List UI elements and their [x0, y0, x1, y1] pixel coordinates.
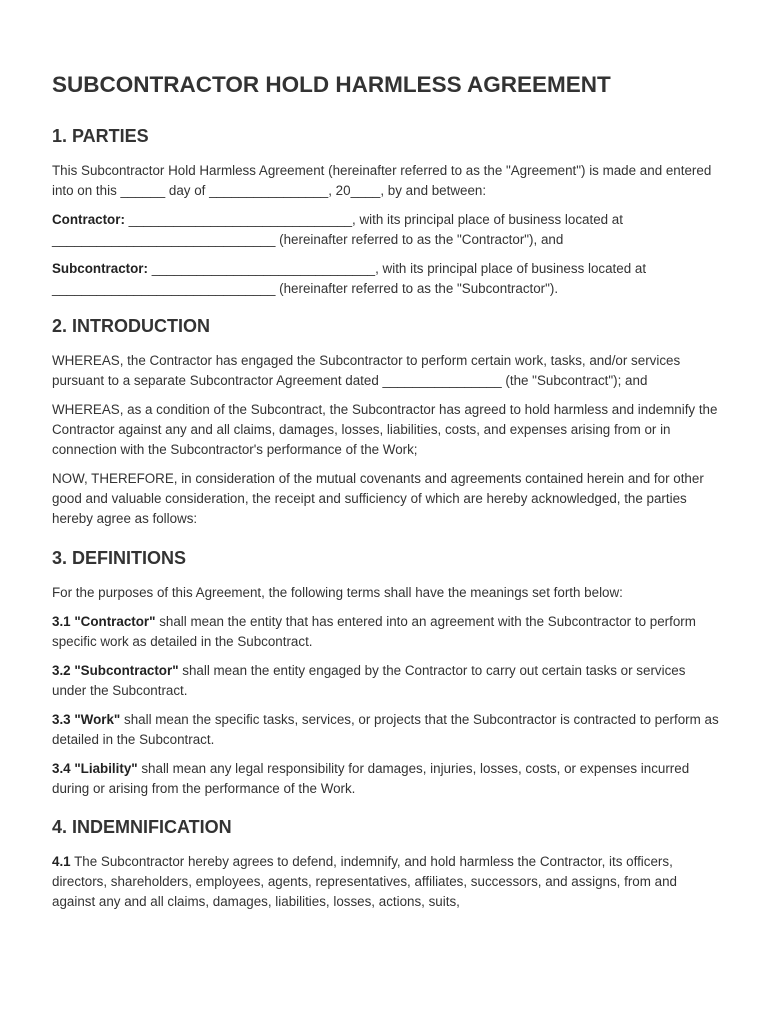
- paragraph-lead: 4.1: [52, 854, 71, 869]
- section-introduction: [52, 315, 722, 529]
- subcontractor-paragraph: [52, 259, 722, 299]
- paragraph-text: ______________________________, with its principal place of business located at ______________________________ (hereinafter referred to as the "Contractor"), and: [52, 212, 623, 247]
- paragraph-text: shall mean the entity that has entered into an agreement with the Subcontractor to perform specific work as detailed in the Subcontract.: [52, 614, 696, 649]
- paragraph-text: shall mean the specific tasks, services, or projects that the Subcontractor is contracted to perform as detailed in the Subcontract.: [52, 712, 719, 747]
- paragraph-lead: 3.4 "Liability": [52, 761, 138, 776]
- whereas-paragraph-2: [52, 400, 722, 460]
- paragraph-text: This Subcontractor Hold Harmless Agreement (hereinafter referred to as the "Agreement") is made and entered into on this ______ day of ________________, 20____, by and between:: [52, 163, 712, 198]
- paragraph-lead: Subcontractor:: [52, 261, 148, 276]
- section-parties: [52, 125, 722, 299]
- paragraph-text: For the purposes of this Agreement, the following terms shall have the meanings set forth below:: [52, 585, 623, 600]
- document-title: SUBCONTRACTOR HOLD HARMLESS AGREEMENT: [52, 72, 611, 97]
- definitions-intro-paragraph: [52, 583, 722, 603]
- paragraph-text: The Subcontractor hereby agrees to defend, indemnify, and hold harmless the Contractor, its officers, directors, shareholders, employees, agents, representatives, affiliates, successors, and assigns, from and against any and all claims, damages, liabilities, losses, actions, suits,: [52, 854, 677, 909]
- definition-work: [52, 710, 722, 750]
- paragraph-lead: 3.3 "Work": [52, 712, 121, 727]
- section-heading: 2. INTRODUCTION: [52, 316, 211, 336]
- parties-intro-paragraph: [52, 161, 722, 201]
- indemnification-paragraph-4-1: [52, 852, 722, 912]
- definition-contractor: [52, 612, 722, 652]
- paragraph-lead: 3.1 "Contractor": [52, 614, 156, 629]
- paragraph-text: ______________________________, with its principal place of business located at ______________________________ (hereinafter referred to as the "Subcontractor").: [52, 261, 647, 296]
- paragraph-lead: Contractor:: [52, 212, 125, 227]
- agreement-document: [52, 72, 722, 930]
- paragraph-text: WHEREAS, the Contractor has engaged the Subcontractor to perform certain work, tasks, and/or services pursuant to a separate Subcontractor Agreement dated ________________ (the "Subcontract"); and: [52, 353, 681, 388]
- definition-liability: [52, 759, 722, 799]
- contractor-paragraph: [52, 210, 722, 250]
- section-heading: 4. INDEMNIFICATION: [52, 817, 232, 837]
- section-heading: 3. DEFINITIONS: [52, 548, 187, 568]
- paragraph-lead: 3.2 "Subcontractor": [52, 663, 179, 678]
- whereas-paragraph-1: [52, 351, 722, 391]
- paragraph-text: shall mean the entity engaged by the Contractor to carry out certain tasks or services under the Subcontract.: [52, 663, 686, 698]
- section-heading: 1. PARTIES: [52, 126, 149, 146]
- section-definitions: [52, 547, 722, 799]
- paragraph-text: WHEREAS, as a condition of the Subcontract, the Subcontractor has agreed to hold harmless and indemnify the Contractor against any and all claims, damages, losses, liabilities, costs, and expenses arising from or in connection with the Subcontractor's performance of the Work;: [52, 402, 718, 457]
- paragraph-text: shall mean any legal responsibility for damages, injuries, losses, costs, or expenses incurred during or arising from the performance of the Work.: [52, 761, 690, 796]
- now-therefore-paragraph: [52, 469, 722, 529]
- paragraph-text: NOW, THEREFORE, in consideration of the mutual covenants and agreements contained herein and for other good and valuable consideration, the receipt and sufficiency of which are hereby acknowledged, the parties hereby agree as follows:: [52, 471, 704, 526]
- section-indemnification: [52, 816, 722, 912]
- definition-subcontractor: [52, 661, 722, 701]
